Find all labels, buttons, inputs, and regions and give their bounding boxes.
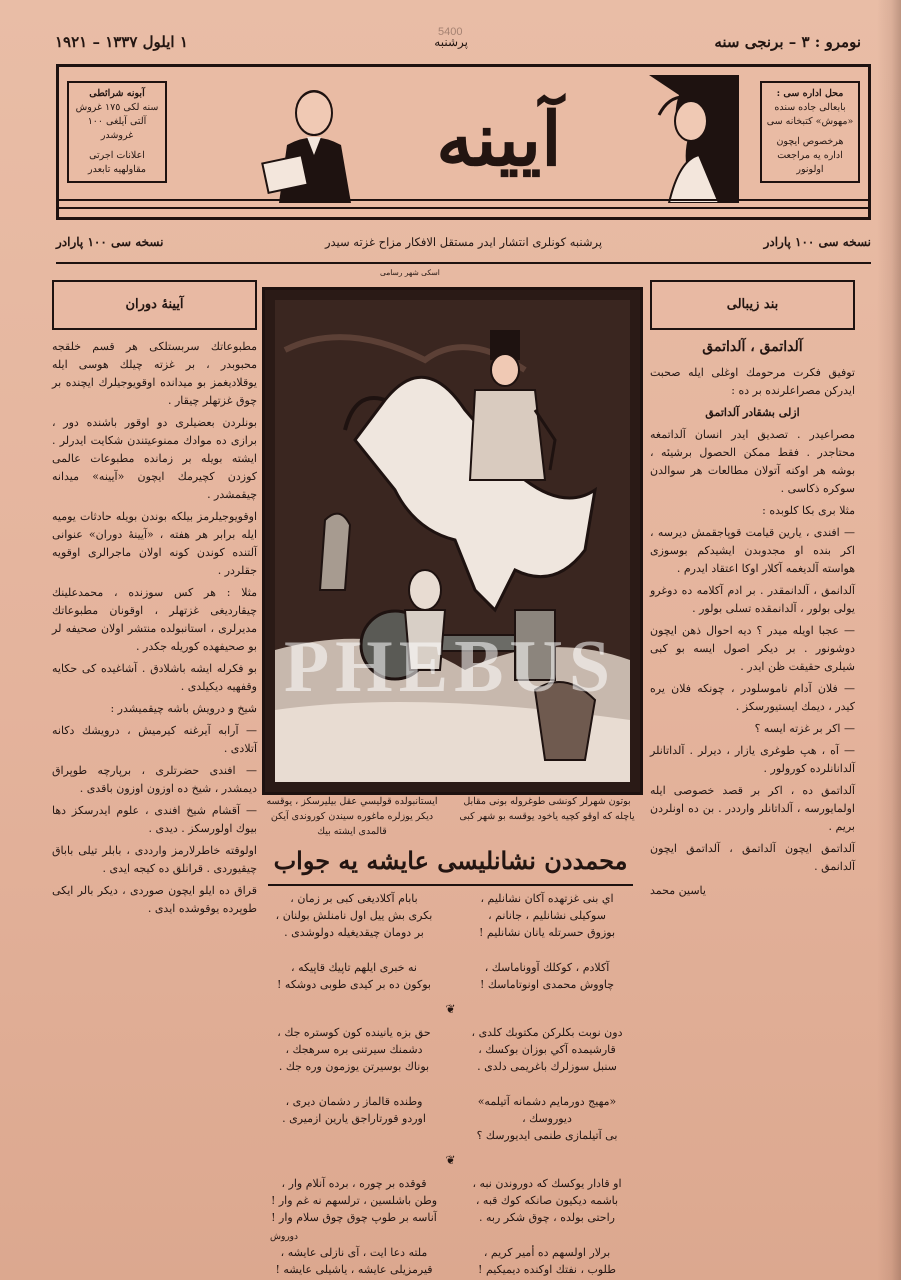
- column-paragraph: بونلردن بعضيلری دو اوقور باشنده دور ، برازی ده موادك ممنوعيتندن شكايت ايدرلر . ايشته بويله بر زمانده مطبوعات عالمی كوزدن كچيرمك ايچون «آيينه» ميدانه چيقمشدر .: [52, 416, 257, 501]
- stanza-col-right: [461, 1024, 633, 1075]
- admin-line: «مهوش» كتبخانه سی: [766, 116, 854, 127]
- column-paragraph: شيخ و درويش باشه چيقميشدر :: [110, 702, 257, 715]
- stanza-col-right: [461, 959, 633, 993]
- stanza-col-left: [268, 1244, 440, 1278]
- poem-line: بابام آكلاديغی كبی بر زمان ،: [290, 892, 418, 905]
- stanza-col-left: [268, 1024, 440, 1075]
- caption-left: بوتون شهرلر كونشی طوغروله بونی مقابل ياچله كه اوقو كچيه ياخود يوقسه بو شهر كبی: [459, 796, 635, 822]
- left-column: [52, 280, 257, 922]
- poem-line: بوكون ده بر كيدی طوبی دوشكه !: [277, 978, 431, 991]
- column-header-label: آيينهٔ دوران: [125, 297, 184, 312]
- stanza-col-left: [268, 1093, 440, 1144]
- top-strip: [55, 28, 861, 56]
- woman-illustration: [639, 75, 739, 203]
- article-title: آلداتمق ، آلداتمق: [702, 339, 803, 355]
- newspaper-title: آيينه: [436, 97, 562, 183]
- poem-line: بر دومان چيقديغيله دولوشدی .: [284, 926, 424, 939]
- watermark: PHEBUS: [283, 626, 617, 708]
- poem-line: اي بنی غزتهده آكان نشانليم ،: [480, 892, 614, 905]
- poem-line: بی آتيلمازی طنمی ايديورسك ؟: [476, 1129, 618, 1142]
- poem-line: ملته دعا ايت ، آی نازلی عايشه ،: [280, 1246, 428, 1259]
- poem-line: وطنده قالماز ر دشمان ديری ،: [285, 1095, 423, 1108]
- column-paragraph: قراق ده ايلو ايچون صوردی ، ديكر بالر ايكی طوپرده يوقوشده ايدی .: [52, 884, 257, 915]
- caption-right: ايستانبولده قوليسي عقل بيليرسكز ، يوقسه ديكر يوزلره ماغوره سيندن كوروندی آيكن قالمدی ايشته بيك: [266, 796, 438, 837]
- stanza-col-right: [461, 890, 633, 941]
- poem-line: بكری بش ييل اول نامنلش بولنان ،: [275, 909, 433, 922]
- poem-line: چاووش محمدی اونوتاماسك !: [479, 978, 615, 991]
- admin-line: بابعالی جاده سنده: [774, 102, 846, 113]
- poem-signature: دوروش: [270, 1232, 299, 1242]
- column-paragraph: اولوقته خاطرلارمز وارددی ، بابلر تيلی باباق چيقيوردی . قرانلق ده كيجه ايدی .: [52, 844, 257, 875]
- torn-edge: [877, 0, 901, 1280]
- column-paragraph: — عجبا اويله ميدر ؟ ديه احوال ذهن ايچون دوشونور . بر ديكر اصول ايسه بو كبی شيلری حقيقت ظن ايدر .: [650, 624, 855, 673]
- column-header: [52, 280, 257, 330]
- poem-line: آكلادم ، كوكلك آووناماسك ،: [484, 961, 610, 974]
- poem-line: قيرمزيلی عايشه ، ياشيلی عايشه !: [275, 1263, 433, 1276]
- poem-line: بوناك بوسيرتن يوزمون وره جك .: [278, 1060, 430, 1073]
- right-column: [650, 280, 855, 900]
- poem-line: دشمنك سيرتنی بره سرهجك ،: [285, 1043, 423, 1056]
- tagline: پرشنبه كونلری انتشار ايدر مستقل الافكار مزاح غزته سيدر: [324, 235, 603, 249]
- stanza-col-left: [268, 890, 440, 941]
- column-paragraph: — آقشام شيخ افندی ، علوم ايدرسكز دها بيوك اولورسكز . ديدی .: [52, 804, 257, 835]
- masthead-rule: [59, 199, 868, 209]
- column-paragraph: آلدانمق ، آلدانمقدر . بر ادم آكلامه ده دوغرو يولی بولور ، آلدانمقده تسلی بولور .: [650, 584, 855, 615]
- column-paragraph: — افندی ، يارين قيامت قوپاجقمش ديرسه ، اكر بنده او مجدوبدن ايشيدكم بوسوزی هواسته آلديغمه آكلار اوكا اعتقاد ايدرم .: [650, 526, 855, 575]
- poem-line: او قادار يوكسك كه دوروندن نبه ،: [472, 1177, 622, 1190]
- poem-line: اوردو قورتاراجق يارين ازميری .: [282, 1112, 426, 1125]
- column-paragraph: مثلا : هر كس سوزنده ، محمدعلينك چيقاردیغی غزتهلر ، اوقونان مطبوعاتك مديرلری ، استانبولده منتشر اولان صحيفه لر بو صحيفهده كوريله جكدر .: [52, 586, 257, 653]
- column-paragraph: اوقويوجيلرمز بيلكه بوندن بويله حادثات يوميه ايله برابر هر هفته ، «آيينهٔ دوران» عنوانی آلتنده كوندن كونه اولان ماجرالری اوقويه جقلردر .: [52, 510, 257, 577]
- poem-line: دون نوبت بكلركن مكتوبك كلدی ،: [471, 1026, 623, 1039]
- sub-bar: [56, 222, 871, 264]
- column-paragraph: — آرابه آيرغنه كيرميش ، درويشك دكانه آتلادی .: [52, 724, 257, 755]
- poem-stanza: [268, 890, 633, 941]
- admin-line: هرخصوص ايچون: [776, 136, 844, 147]
- stanza-col-right: [461, 1093, 633, 1144]
- column-paragraph: مثلا بری بكا كلوبده :: [762, 504, 855, 517]
- column-paragraph: مطبوعاتك سربستلكی هر قسم خلقجه محبوبدر ، بر غزته چيلك هوسی ايله يوقلاديغمز بو ميدانده اوقويوجيلرك ايچنده بر چوق غزتهلر چيقار .: [52, 340, 257, 407]
- poem-line: برلار اولسهم ده أمير كريم ،: [483, 1246, 611, 1259]
- column-paragraph: ازلی بشقادر آلداتمق: [705, 406, 800, 419]
- column-paragraph: — افندی حضرتلری ، برپارچه طوپراق ديمشدر ، شيخ ده اوزون اوزون باقدی .: [52, 764, 257, 795]
- poem-line: وطن باشلسين ، ترلسهم نه غم وار !: [270, 1194, 438, 1207]
- column-paragraph: — اكر بر غزته ايسه ؟: [754, 722, 855, 735]
- column-paragraph: — آه ، هپ طوغری يازار ، ديرلر . آلداتانلر آلدانانلرده كورولور .: [650, 744, 855, 775]
- poem-line: «مهيج دورمايم دشمانه آتيلمه» ديوروسك ،: [477, 1095, 617, 1125]
- column-paragraph: آلداتمق ده ، اكر بر قصد خصوصی ايله اولمايورسه ، آلداتانلر وارددر . بن ده اونلردن بريم .: [650, 784, 855, 833]
- poem-line: آناسه بر طوپ چوق چوق سلام وار !: [271, 1211, 437, 1224]
- poem-stanza: [268, 1244, 633, 1278]
- poem-stanza: [268, 1175, 633, 1226]
- subscription-line: اعلانات اجرتی: [89, 150, 145, 161]
- poem-body: [268, 890, 633, 1276]
- poem-stanza: [268, 959, 633, 993]
- day-label: پرشنبه: [434, 35, 468, 49]
- poem-line: قوقده بر چوره ، برده آنلام وار ،: [281, 1177, 427, 1190]
- illustration-caption: [262, 794, 637, 837]
- article-signature: ياسين محمد: [650, 884, 706, 897]
- price-left: نسخه سی ١٠٠ پارادر: [56, 235, 164, 249]
- artist-credit: اسكی شهر رسامی: [380, 268, 440, 277]
- stanza-col-left: [268, 1175, 440, 1226]
- stanza-col-left: [268, 959, 440, 993]
- column-paragraph: — فلان آدام ناموسلودر ، چونكه فلان يره كيدر ، ديمك ايستيورسكز .: [650, 682, 855, 713]
- poem-line: طلوب ، نفتك اوكنده ديميكيم !: [478, 1263, 616, 1276]
- column-paragraph: مصراعيدر . تصديق ايدر انسان آلداتمغه محتاجدر . فقط ممكن الحصول برشيئه ، بوشه هر اوكنه آتولان مطالعات هر سوالدن سوكره ذكاسی .: [650, 428, 855, 495]
- price-right: نسخه سی ١٠٠ پارادر: [763, 235, 871, 249]
- subscription-line: آلتی آيلغی ١٠٠ غروشدر: [87, 116, 147, 141]
- poem-line: سنبل سوزلرك باغريمی دلدی .: [477, 1060, 617, 1073]
- poem-stanza: [268, 1024, 633, 1075]
- admin-line: محل اداره سی :: [776, 88, 844, 99]
- poem-line: راحتی بولده ، چوق شكر ربه .: [479, 1211, 615, 1224]
- poem-line: بوزوق حسرتله يانان نشانليم !: [478, 926, 616, 939]
- archive-stamp: 5400: [438, 26, 463, 38]
- poem-line: حق بزه يانينده كون كوستره جك ،: [277, 1026, 431, 1039]
- poem-line: نه خبری ايلهم تاپيك قاپيكه ،: [291, 961, 417, 974]
- issue-number: نومرو : ٣ – برنجی سنه: [714, 33, 861, 51]
- reader-illustration: [259, 75, 359, 203]
- stanza-col-right: [461, 1175, 633, 1226]
- poem-line: باشمه ديكيون صانكه كوك قبه ،: [475, 1194, 619, 1207]
- date-line: ١ ايلول ١٣٣٧ – ١٩٢١: [55, 33, 188, 51]
- column-paragraph: بو فكرله ايشه باشلادق . آشاغيده كی حكايه وقفهيه ديكيلدی .: [52, 662, 257, 693]
- stanza-col-right: [461, 1244, 633, 1278]
- subscription-box: [67, 81, 167, 183]
- admin-box: [760, 81, 860, 183]
- poem-line: سوكيلی نشانليم ، جانانم ،: [488, 909, 606, 922]
- poem-title: محمددن نشانليسی عايشه يه جواب: [268, 838, 633, 886]
- masthead: [56, 64, 871, 220]
- subscription-line: مقاولهیه تابعدر: [88, 164, 146, 175]
- column-paragraph: آلداتمق ايچون آلداتمق ، آلداتمق ايچون آلدانمق .: [650, 842, 855, 873]
- column-paragraph: توفيق فكرت مرحومك اوغلی ايله صحبت ايدركن مصراعلرنده بر ده :: [650, 366, 855, 397]
- poem-line: قارشيمده آكي بوزان بوكسك ،: [478, 1043, 616, 1056]
- admin-line: اداره يه مراجعت اولونور: [777, 150, 843, 175]
- subscription-line: آبونه شرائطی: [89, 88, 145, 99]
- column-header: [650, 280, 855, 330]
- subscription-line: سنه لكی ١٧٥ غروش: [75, 102, 159, 113]
- ornament-icon: ❦: [445, 1153, 456, 1167]
- column-header-label: بند زيبالی: [726, 297, 779, 312]
- poem-stanza: [268, 1093, 633, 1144]
- ornament-icon: ❦: [445, 1002, 456, 1016]
